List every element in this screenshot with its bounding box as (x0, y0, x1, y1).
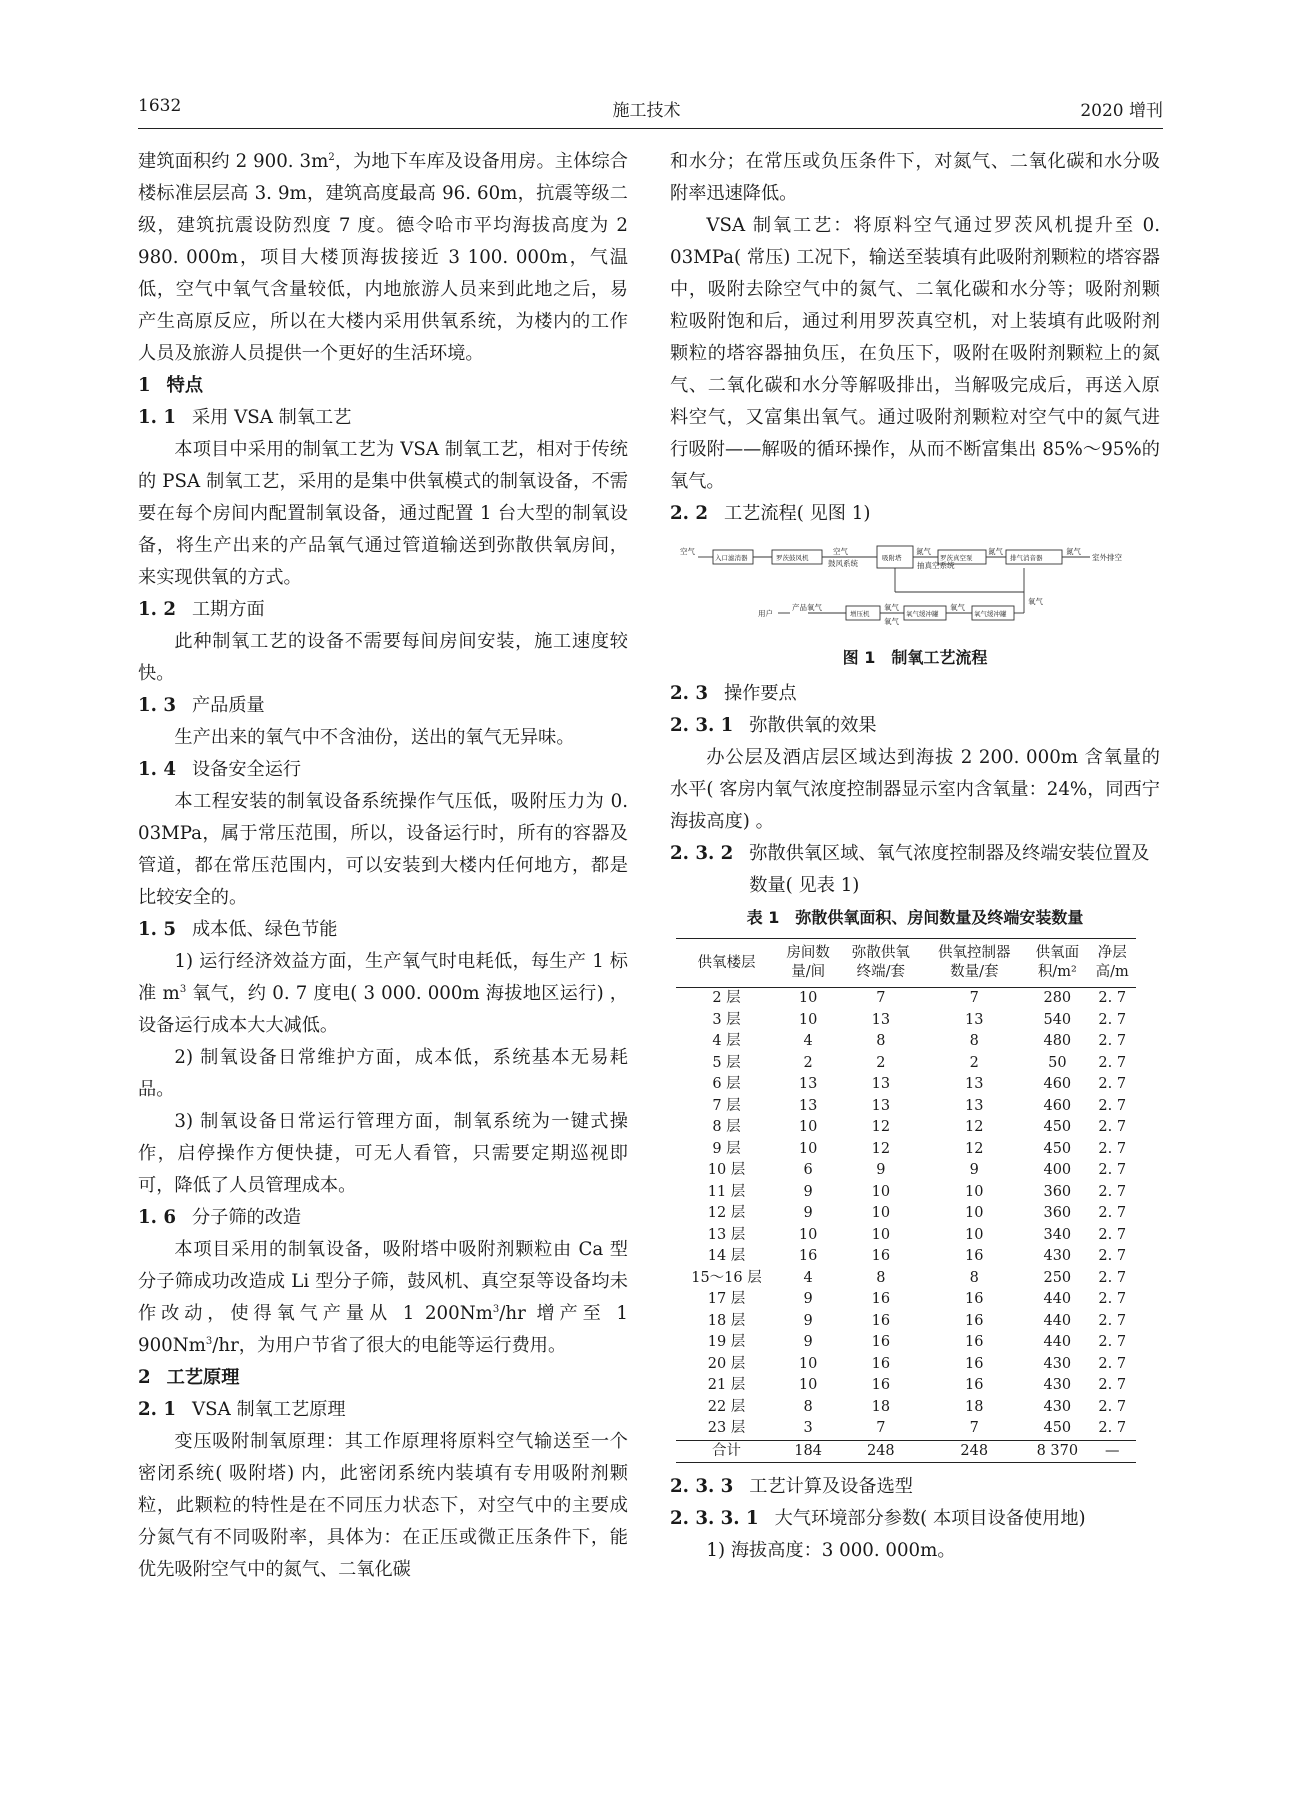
paragraph: 本项目采用的制氧设备，吸附塔中吸附剂颗粒由 Ca 型分子筛成功改造成 Li 型分子筛，鼓风机、真空泵等设备均未作改动，使得氧气产量从 1 200Nm$^3$/hr 增产至 1 900Nm$^3$/hr，为用户节省了很大的电能等运行费用。 (138, 1239, 628, 1356)
table-cell: 16 (965, 1334, 984, 1350)
paragraph: 办公层及酒店层区域达到海拔 2 200. 000m 含氧量的水平( 客房内氧气浓度控制器显示室内含氧量：24%，同西宁海拔高度) 。 (670, 747, 1160, 832)
table-cell: 2. 7 (1098, 1226, 1127, 1243)
flow-label: 产品氧气 (792, 603, 822, 612)
table-cell: 2. 7 (1098, 1033, 1127, 1049)
table-cell: 540 (1043, 1011, 1072, 1028)
table-cell: 2. 7 (1098, 1183, 1127, 1200)
table-cell: 13 (965, 1097, 984, 1114)
table-cell: 10 (965, 1183, 984, 1200)
table-header-text: 供氧控制器 (938, 945, 1011, 961)
subsubsection-heading: 2. 3. 1 弥散供氧的效果 (670, 715, 877, 736)
table-cell: 13 层 (707, 1226, 746, 1243)
table-cell: 10 (965, 1226, 984, 1243)
table-cell: 18 (965, 1398, 984, 1415)
table-row (676, 1246, 1136, 1268)
section-heading: 1 特点 (138, 375, 204, 396)
table-row (676, 1053, 1136, 1075)
table-header-text: 终端/套 (856, 964, 906, 980)
paragraph: 本项目中采用的制氧工艺为 VSA 制氧工艺，相对于传统的 PSA 制氧工艺，采用的是集中供氧模式的制氧设备，不需要在每个房间内配置制氧设备，通过配置 1 台大型的制氧设备，将生产出来的产品氧气通过管道输送到弥散供氧房间，来实现供氧的方式。 (138, 439, 628, 588)
table-cell: 16 (871, 1355, 891, 1372)
flow-box-label: 罗茨鼓风机 (776, 554, 809, 562)
flow-label: 氧气 (1028, 597, 1043, 606)
table-cell: 16 (965, 1312, 984, 1329)
journal-name: 施工技术 (612, 101, 681, 121)
table-cell: 7 层 (712, 1097, 741, 1114)
table-cell: 22 层 (707, 1398, 746, 1415)
table-cell: 5 层 (712, 1054, 741, 1071)
table-row (676, 1375, 1136, 1397)
table-cell: 280 (1043, 990, 1072, 1006)
process-flow-diagram (670, 534, 1160, 636)
flow-label: 氧气 (950, 603, 965, 612)
table-cell: 9 (803, 1334, 813, 1350)
table-cell: 2. 7 (1098, 1312, 1127, 1329)
table-cell: 184 (777, 1440, 839, 1463)
table-cell: 480 (1043, 1033, 1072, 1049)
table-cell: 2. 7 (1098, 1334, 1127, 1350)
table-cell: 360 (1043, 1205, 1072, 1221)
table-cell: 16 (871, 1312, 891, 1329)
paragraph: 1) 运行经济效益方面，生产氧气时电耗低，每生产 1 标准 $m^3$ 氧气，约 0. 7 度电( 3 000. 000m 海拔地区运行) ，设备运行成本大大减低。 (138, 951, 628, 1036)
table-cell: 14 层 (707, 1248, 746, 1264)
table-cell: 10 层 (707, 1162, 746, 1178)
paragraph: 和水分；在常压或负压条件下，对氮气、二氧化碳和水分吸附率迅速降低。 (670, 151, 1160, 204)
table-row (676, 1096, 1136, 1118)
subsection-heading: 1. 2 工期方面 (138, 599, 265, 620)
flow-label: 氮气 (916, 547, 931, 556)
table-row (676, 1354, 1136, 1376)
table-row (676, 988, 1136, 1010)
table-cell: 13 (871, 1097, 891, 1114)
flow-label: 氧气 (884, 617, 899, 626)
table-cell: 440 (1043, 1312, 1072, 1329)
table-cell: 6 层 (712, 1076, 741, 1092)
table-cell: 50 (1048, 1054, 1067, 1071)
table-header-text: 弥散供氧 (851, 945, 910, 961)
table-cell: 16 (965, 1248, 984, 1264)
table-cell: 合计 (676, 1440, 777, 1463)
table-cell: 2. 7 (1098, 1119, 1127, 1135)
table-cell: 3 层 (712, 1011, 741, 1028)
flow-label: 空气 (833, 547, 848, 556)
table-cell: 12 (871, 1140, 891, 1157)
table-total-row (676, 1440, 1136, 1463)
table-header-text: 净层 (1097, 945, 1127, 961)
table-cell: 2 (876, 1054, 886, 1071)
table-cell: 16 (965, 1355, 984, 1372)
header-rule (138, 128, 1163, 129)
table-cell: 8 370 (1026, 1440, 1088, 1463)
table-cell: 16 (965, 1291, 984, 1307)
flow-label: 鼓风系统 (828, 559, 858, 568)
table-cell: 10 (798, 990, 818, 1006)
table-cell: 15～16 层 (691, 1269, 762, 1286)
flow-label: 氧气 (884, 603, 899, 612)
table-cell: 2. 7 (1098, 1162, 1127, 1178)
table-cell: 16 (871, 1334, 891, 1350)
table-cell: 23 层 (707, 1420, 746, 1436)
table-cell: 2. 7 (1098, 1355, 1127, 1372)
paragraph: 此种制氧工艺的设备不需要每间房间安装，施工速度较快。 (138, 631, 628, 684)
table-cell: 16 (871, 1248, 891, 1264)
table-row (676, 1031, 1136, 1053)
table-cell: 430 (1043, 1398, 1072, 1415)
table-cell: 248 (839, 1440, 922, 1463)
table-cell: 12 (965, 1119, 984, 1135)
subsection-heading: 1. 4 设备安全运行 (138, 759, 302, 780)
table-cell: 440 (1043, 1334, 1072, 1350)
flow-label: 用户 (758, 609, 773, 618)
table-cell: 2. 7 (1098, 1398, 1127, 1415)
table-cell: 2 (803, 1054, 813, 1071)
table-cell: 10 (798, 1355, 818, 1372)
figure-caption: 图 1 制氧工艺流程 (842, 648, 988, 667)
table-header-cell (1088, 939, 1136, 988)
table-cell: 430 (1043, 1377, 1072, 1393)
section-heading: 2 工艺原理 (138, 1367, 240, 1388)
table-header-text: 数量/套 (950, 964, 999, 980)
table-cell: 3 (803, 1420, 813, 1436)
table-header-cell (777, 939, 839, 988)
table-cell: 440 (1043, 1291, 1072, 1307)
table-cell: 2. 7 (1098, 1269, 1127, 1286)
table-cell: 6 (803, 1162, 813, 1178)
subsection-heading: 1. 1 采用 VSA 制氧工艺 (138, 407, 352, 428)
paragraph: 2) 制氧设备日常维护方面，成本低，系统基本无易耗品。 (138, 1047, 628, 1100)
table-cell: 450 (1043, 1119, 1072, 1135)
table-header-text: 高/m (1095, 964, 1129, 980)
table-cell: 19 层 (707, 1334, 746, 1350)
paragraph: 本工程安装的制氧设备系统操作气压低，吸附压力为 0. 03MPa，属于常压范围，所以，设备运行时，所有的容器及管道，都在常压范围内，可以安装到大楼内任何地方，都是比较安全的。 (138, 791, 628, 908)
table-row (676, 1311, 1136, 1333)
table-cell: 10 (871, 1205, 891, 1221)
table-cell: 9 (803, 1291, 813, 1307)
table-cell: 21 层 (707, 1377, 746, 1393)
table-header-cell (676, 939, 777, 988)
table-cell: 13 (871, 1076, 891, 1092)
table-row (676, 1268, 1136, 1290)
table-cell: 8 层 (712, 1119, 741, 1135)
table-cell: 4 (803, 1033, 813, 1049)
table-cell: 10 (871, 1183, 891, 1200)
paragraph: 生产出来的氧气中不含油份，送出的氧气无异味。 (174, 727, 575, 748)
table-cell: 8 (969, 1269, 979, 1286)
table-cell: 10 (871, 1226, 891, 1243)
page-number: 1632 (138, 96, 182, 116)
table-row (676, 1160, 1136, 1182)
table-row (676, 1225, 1136, 1247)
table-row (676, 1117, 1136, 1139)
table-header-text: 房间数 (786, 945, 830, 961)
table-cell: 9 (803, 1312, 813, 1329)
process-flow-figure (670, 534, 1160, 636)
right-column (670, 146, 1160, 1567)
table-cell: 2. 7 (1098, 1377, 1127, 1393)
table-row (676, 1074, 1136, 1096)
table-header-text: 供氧楼层 (697, 954, 756, 971)
table-cell: 430 (1043, 1355, 1072, 1372)
table-cell: 450 (1043, 1140, 1072, 1157)
intro-paragraph: 建筑面积约 2 900. $3m^2$，为地下车库及设备用房。主体综合楼标准层层高 3. 9m，建筑高度最高 96. 60m，抗震等级二级，建筑抗震设防烈度 7 度。德令哈市平均海拔高度为 2 980. 000m，项目大楼顶海拔接近 3 100. 000m，气温低，空气中氧气含量较低，内地旅游人员来到此地之后，易产生高原反应，所以在大楼内采用供氧系统，为楼内的工作人员及旅游人员提供一个更好的生活环境。 (138, 151, 628, 364)
table-cell: 2. 7 (1098, 1076, 1127, 1092)
paragraph: 1) 海拔高度：3 000. 000m。 (706, 1540, 956, 1561)
flow-box-label: 吸附塔 (882, 554, 902, 562)
table-cell: 13 (965, 1076, 984, 1092)
table-cell: 8 (876, 1269, 886, 1286)
table-cell: 10 (798, 1377, 818, 1393)
table-cell: 10 (965, 1205, 984, 1221)
table-cell: 8 (803, 1398, 813, 1415)
table-cell: 9 (876, 1162, 886, 1178)
table-cell: 10 (798, 1140, 818, 1157)
table-cell: 460 (1043, 1097, 1072, 1114)
table-cell: 9 层 (712, 1140, 741, 1157)
flow-box-label: 排气消音器 (1010, 554, 1043, 562)
table-cell: 13 (871, 1011, 891, 1028)
table-header-text: 供氧面 (1035, 945, 1080, 961)
table-cell: 13 (798, 1097, 818, 1114)
table-cell: 2. 7 (1098, 1248, 1127, 1264)
flow-box-label: 入口滤消器 (715, 554, 748, 562)
flow-label: 氮气 (988, 547, 1003, 556)
subsection-heading: 2. 2 工艺流程( 见图 1) (670, 503, 871, 524)
table-cell: 10 (798, 1226, 818, 1243)
table-cell: 11 层 (707, 1183, 746, 1200)
table-cell: 9 (803, 1205, 813, 1221)
table-cell: 12 层 (707, 1205, 746, 1221)
table-row (676, 1139, 1136, 1161)
table-cell: 430 (1043, 1248, 1072, 1264)
table-row (676, 1289, 1136, 1311)
subsection-heading: 1. 3 产品质量 (138, 695, 265, 716)
table-header-text: 量/间 (791, 964, 826, 980)
table-cell: 10 (798, 1011, 818, 1028)
flow-box-label: 罗茨真空泵 (940, 554, 973, 562)
table-row (676, 1203, 1136, 1225)
table-cell: 2. 7 (1098, 1291, 1127, 1307)
table-cell: 4 (803, 1269, 813, 1286)
table-cell: 18 (871, 1398, 891, 1415)
table-cell: 7 (876, 1420, 886, 1436)
table-cell: 2. 7 (1098, 1054, 1127, 1071)
paragraph: VSA 制氧工艺：将原料空气通过罗茨风机提升至 0. 03MPa( 常压) 工况下，输送至装填有此吸附剂颗粒的塔容器中，吸附去除空气中的氮气、二氧化碳和水分等；吸附剂颗粒吸附饱和后，通过利用罗茨真空机，对上装填有此吸附剂颗粒的塔容器抽负压，在负压下，吸附在吸附剂颗粒上的氮气、二氧化碳和水分等解吸排出，当解吸完成后，再送入原料空气，又富集出氧气。通过吸附剂颗粒对空气中的氮气进行吸附——解吸的循环操作，从而不断富集出 85%～95%的氧气。 (670, 215, 1160, 492)
table-cell: 2. 7 (1098, 1140, 1127, 1157)
table-cell: 16 (798, 1248, 818, 1264)
table-cell: 7 (969, 990, 979, 1006)
table-cell: 16 (871, 1377, 891, 1393)
table-header-cell (839, 939, 922, 988)
table-body (676, 988, 1136, 1463)
flow-label: 抽真空系统 (917, 561, 955, 570)
table-cell: 10 (798, 1119, 818, 1135)
table-header-row (676, 939, 1136, 988)
table-cell: 13 (798, 1076, 818, 1092)
table-cell: 2. 7 (1098, 1205, 1127, 1221)
table-cell: 17 层 (707, 1291, 746, 1307)
table-header-cell (922, 939, 1026, 988)
table-cell: 2. 7 (1098, 1420, 1127, 1436)
table-cell: 400 (1043, 1162, 1072, 1178)
subsection-heading: 1. 5 成本低、绿色节能 (138, 919, 338, 940)
table-cell: 9 (969, 1162, 979, 1178)
journal-issue: 2020 增刊 (1080, 101, 1163, 121)
table-row (676, 1397, 1136, 1419)
table-cell: 8 (969, 1033, 979, 1049)
table-row (676, 1418, 1136, 1440)
table-cell: 7 (876, 990, 886, 1006)
subsubsection-heading: 2. 3. 2 弥散供氧区域、氧气浓度控制器及终端安装位置及数量( 见表 1) (670, 843, 1150, 896)
table-cell: 2. 7 (1098, 1011, 1127, 1028)
subsection-heading: 1. 6 分子筛的改造 (138, 1207, 302, 1228)
table-cell: 2. 7 (1098, 990, 1127, 1006)
flow-box-label: 氧气缓冲罐 (906, 610, 939, 618)
table-cell: 460 (1043, 1076, 1072, 1092)
oxygen-supply-table (676, 938, 1136, 1463)
table-cell: — (1088, 1440, 1136, 1463)
table-cell: 2. 7 (1098, 1097, 1127, 1114)
table-cell: 18 层 (707, 1312, 746, 1329)
table-cell: 13 (965, 1011, 984, 1028)
flow-label: 室外排空 (1092, 553, 1122, 562)
table-cell: 12 (965, 1140, 984, 1157)
table-row (676, 1332, 1136, 1354)
table-cell: 248 (922, 1440, 1026, 1463)
paragraph: 3) 制氧设备日常运行管理方面，制氧系统为一键式操作，启停操作方便快捷，可无人看管，只需要定期巡视即可，降低了人员管理成本。 (138, 1111, 628, 1196)
left-column (138, 146, 628, 1586)
table-cell: 2 (969, 1054, 979, 1071)
table-cell: 9 (803, 1183, 813, 1200)
table-cell: 8 (876, 1033, 886, 1049)
table-header-cell (1026, 939, 1088, 988)
table-cell: 20 层 (707, 1355, 746, 1372)
table-cell: 16 (965, 1377, 984, 1393)
flow-box-label: 增压机 (850, 610, 870, 618)
table-cell: 2 层 (712, 990, 741, 1006)
subsubsection-heading: 2. 3. 3 工艺计算及设备选型 (670, 1476, 913, 1497)
table-row (676, 1010, 1136, 1032)
table-cell: 7 (969, 1420, 979, 1436)
table-cell: 360 (1043, 1183, 1072, 1200)
paragraph: 变压吸附制氧原理：其工作原理将原料空气输送至一个密闭系统( 吸附塔) 内，此密闭系统内装填有专用吸附剂颗粒，此颗粒的特性是在不同压力状态下，对空气中的主要成分氮气有不同吸附率，具体为：在正压或微正压条件下，能优先吸附空气中的氮气、二氧化碳 (138, 1431, 628, 1580)
flow-label: 空气 (680, 547, 695, 556)
subsection-heading: 2. 1 VSA 制氧工艺原理 (138, 1399, 346, 1420)
subsection-heading: 2. 3 操作要点 (670, 683, 797, 704)
table-cell: 450 (1043, 1420, 1072, 1436)
subsubsection-heading: 2. 3. 3. 1 大气环境部分参数( 本项目设备使用地) (670, 1508, 1086, 1529)
table-cell: 250 (1043, 1269, 1072, 1286)
table-header-text: 积/m² (1037, 964, 1077, 980)
table-cell: 12 (871, 1119, 891, 1135)
table-caption: 表 1 弥散供氧面积、房间数量及终端安装数量 (746, 908, 1084, 927)
table-row (676, 1182, 1136, 1204)
flow-box-label: 氧气缓冲罐 (974, 610, 1007, 618)
table-cell: 4 层 (712, 1033, 741, 1049)
table-cell: 340 (1043, 1226, 1072, 1243)
flow-label: 氮气 (1066, 547, 1081, 556)
table-cell: 16 (871, 1291, 891, 1307)
